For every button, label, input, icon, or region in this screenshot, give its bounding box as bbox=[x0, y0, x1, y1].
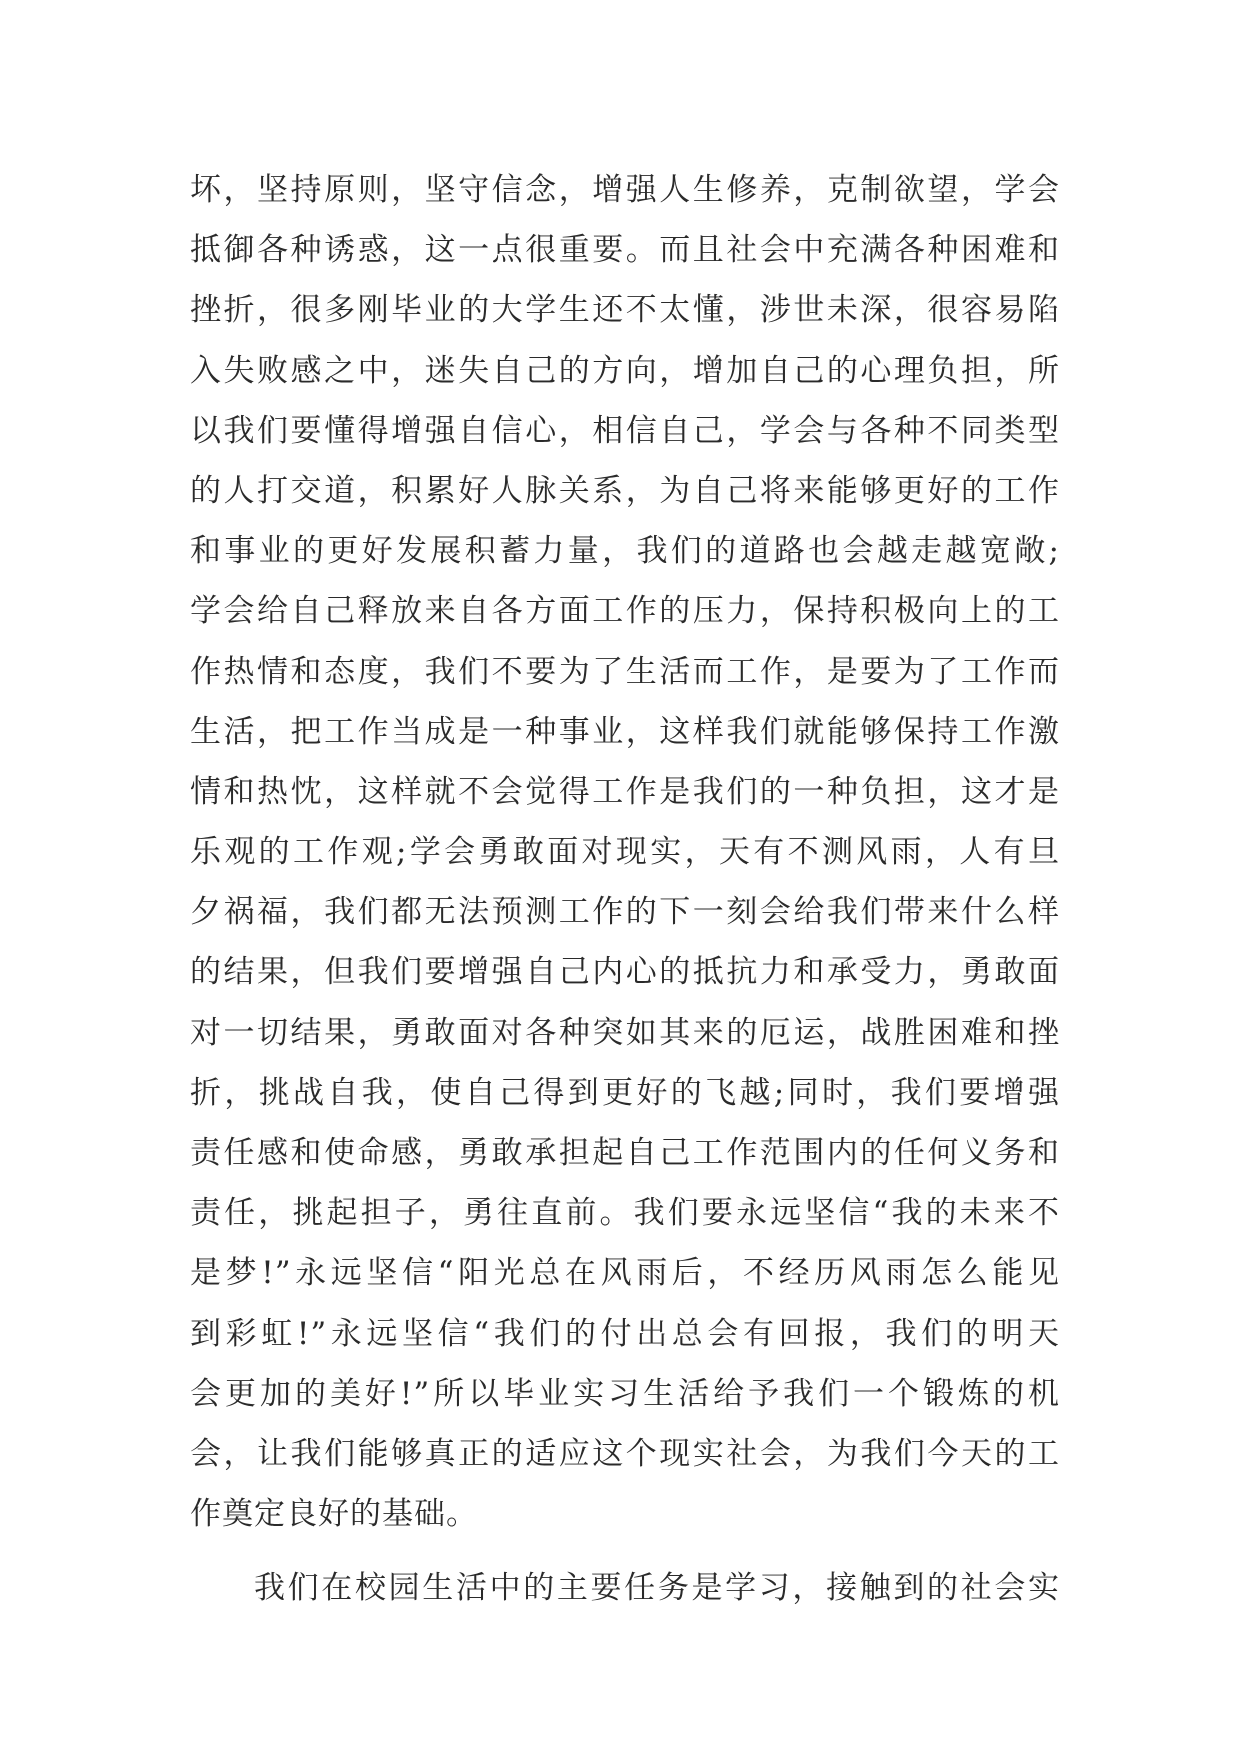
paragraph-line: 坏，坚持原则，坚守信念，增强人生修养，克制欲望，学会 bbox=[190, 172, 1060, 208]
paragraph-2 bbox=[190, 1558, 1060, 1618]
paragraph-line: 是梦!”永远坚信“阳光总在风雨后，不经历风雨怎么能见 bbox=[190, 1255, 1060, 1292]
paragraph-line: 折，挑战自我，使自己得到更好的飞越;同时，我们要增强 bbox=[190, 1074, 1060, 1111]
paragraph-line: 作热情和态度，我们不要为了生活而工作，是要为了工作而 bbox=[190, 653, 1060, 690]
paragraph-line: 的人打交道，积累好人脉关系，为自己将来能够更好的工作 bbox=[190, 472, 1060, 509]
paragraph-line: 乐观的工作观;学会勇敢面对现实，天有不测风雨，人有旦 bbox=[190, 834, 1060, 871]
paragraph-spacer bbox=[190, 1544, 1060, 1558]
paragraph-line: 作奠定良好的基础。 bbox=[190, 1496, 478, 1533]
paragraph-line: 会，让我们能够真正的适应这个现实社会，为我们今天的工 bbox=[190, 1435, 1060, 1472]
paragraph-line: 情和热忱，这样就不会觉得工作是我们的一种负担，这才是 bbox=[190, 773, 1060, 810]
paragraph-line: 生活，把工作当成是一种事业，这样我们就能够保持工作激 bbox=[190, 713, 1060, 750]
paragraph-line: 挫折，很多刚毕业的大学生还不太懂，涉世未深，很容易陷 bbox=[190, 292, 1060, 329]
paragraph-line: 会更加的美好!”所以毕业实习生活给予我们一个锻炼的机 bbox=[190, 1375, 1060, 1412]
paragraph-line: 以我们要懂得增强自信心，相信自己，学会与各种不同类型 bbox=[190, 412, 1060, 449]
paragraph-line: 我们在校园生活中的主要任务是学习，接触到的社会实 bbox=[254, 1570, 1060, 1607]
paragraph-1 bbox=[190, 160, 1060, 1544]
paragraph-line: 到彩虹!”永远坚信“我们的付出总会有回报，我们的明天 bbox=[190, 1315, 1060, 1352]
paragraph-line: 抵御各种诱惑，这一点很重要。而且社会中充满各种困难和 bbox=[190, 232, 1060, 269]
paragraph-line: 和事业的更好发展积蓄力量，我们的道路也会越走越宽敞; bbox=[190, 533, 1060, 570]
paragraph-line: 对一切结果，勇敢面对各种突如其来的厄运，战胜困难和挫 bbox=[190, 1014, 1060, 1051]
paragraph-line: 入失败感之中，迷失自己的方向，增加自己的心理负担，所 bbox=[190, 352, 1060, 389]
paragraph-line: 责任感和使命感，勇敢承担起自己工作范围内的任何义务和 bbox=[190, 1135, 1060, 1171]
paragraph-line: 责任，挑起担子，勇往直前。我们要永远坚信“我的未来不 bbox=[190, 1195, 1060, 1232]
paragraph-line: 学会给自己释放来自各方面工作的压力，保持积极向上的工 bbox=[190, 593, 1060, 630]
paragraph-line: 的结果，但我们要增强自己内心的抵抗力和承受力，勇敢面 bbox=[190, 954, 1060, 991]
paragraph-line: 夕祸福，我们都无法预测工作的下一刻会给我们带来什么样 bbox=[190, 894, 1060, 931]
body-text bbox=[190, 160, 1060, 1619]
